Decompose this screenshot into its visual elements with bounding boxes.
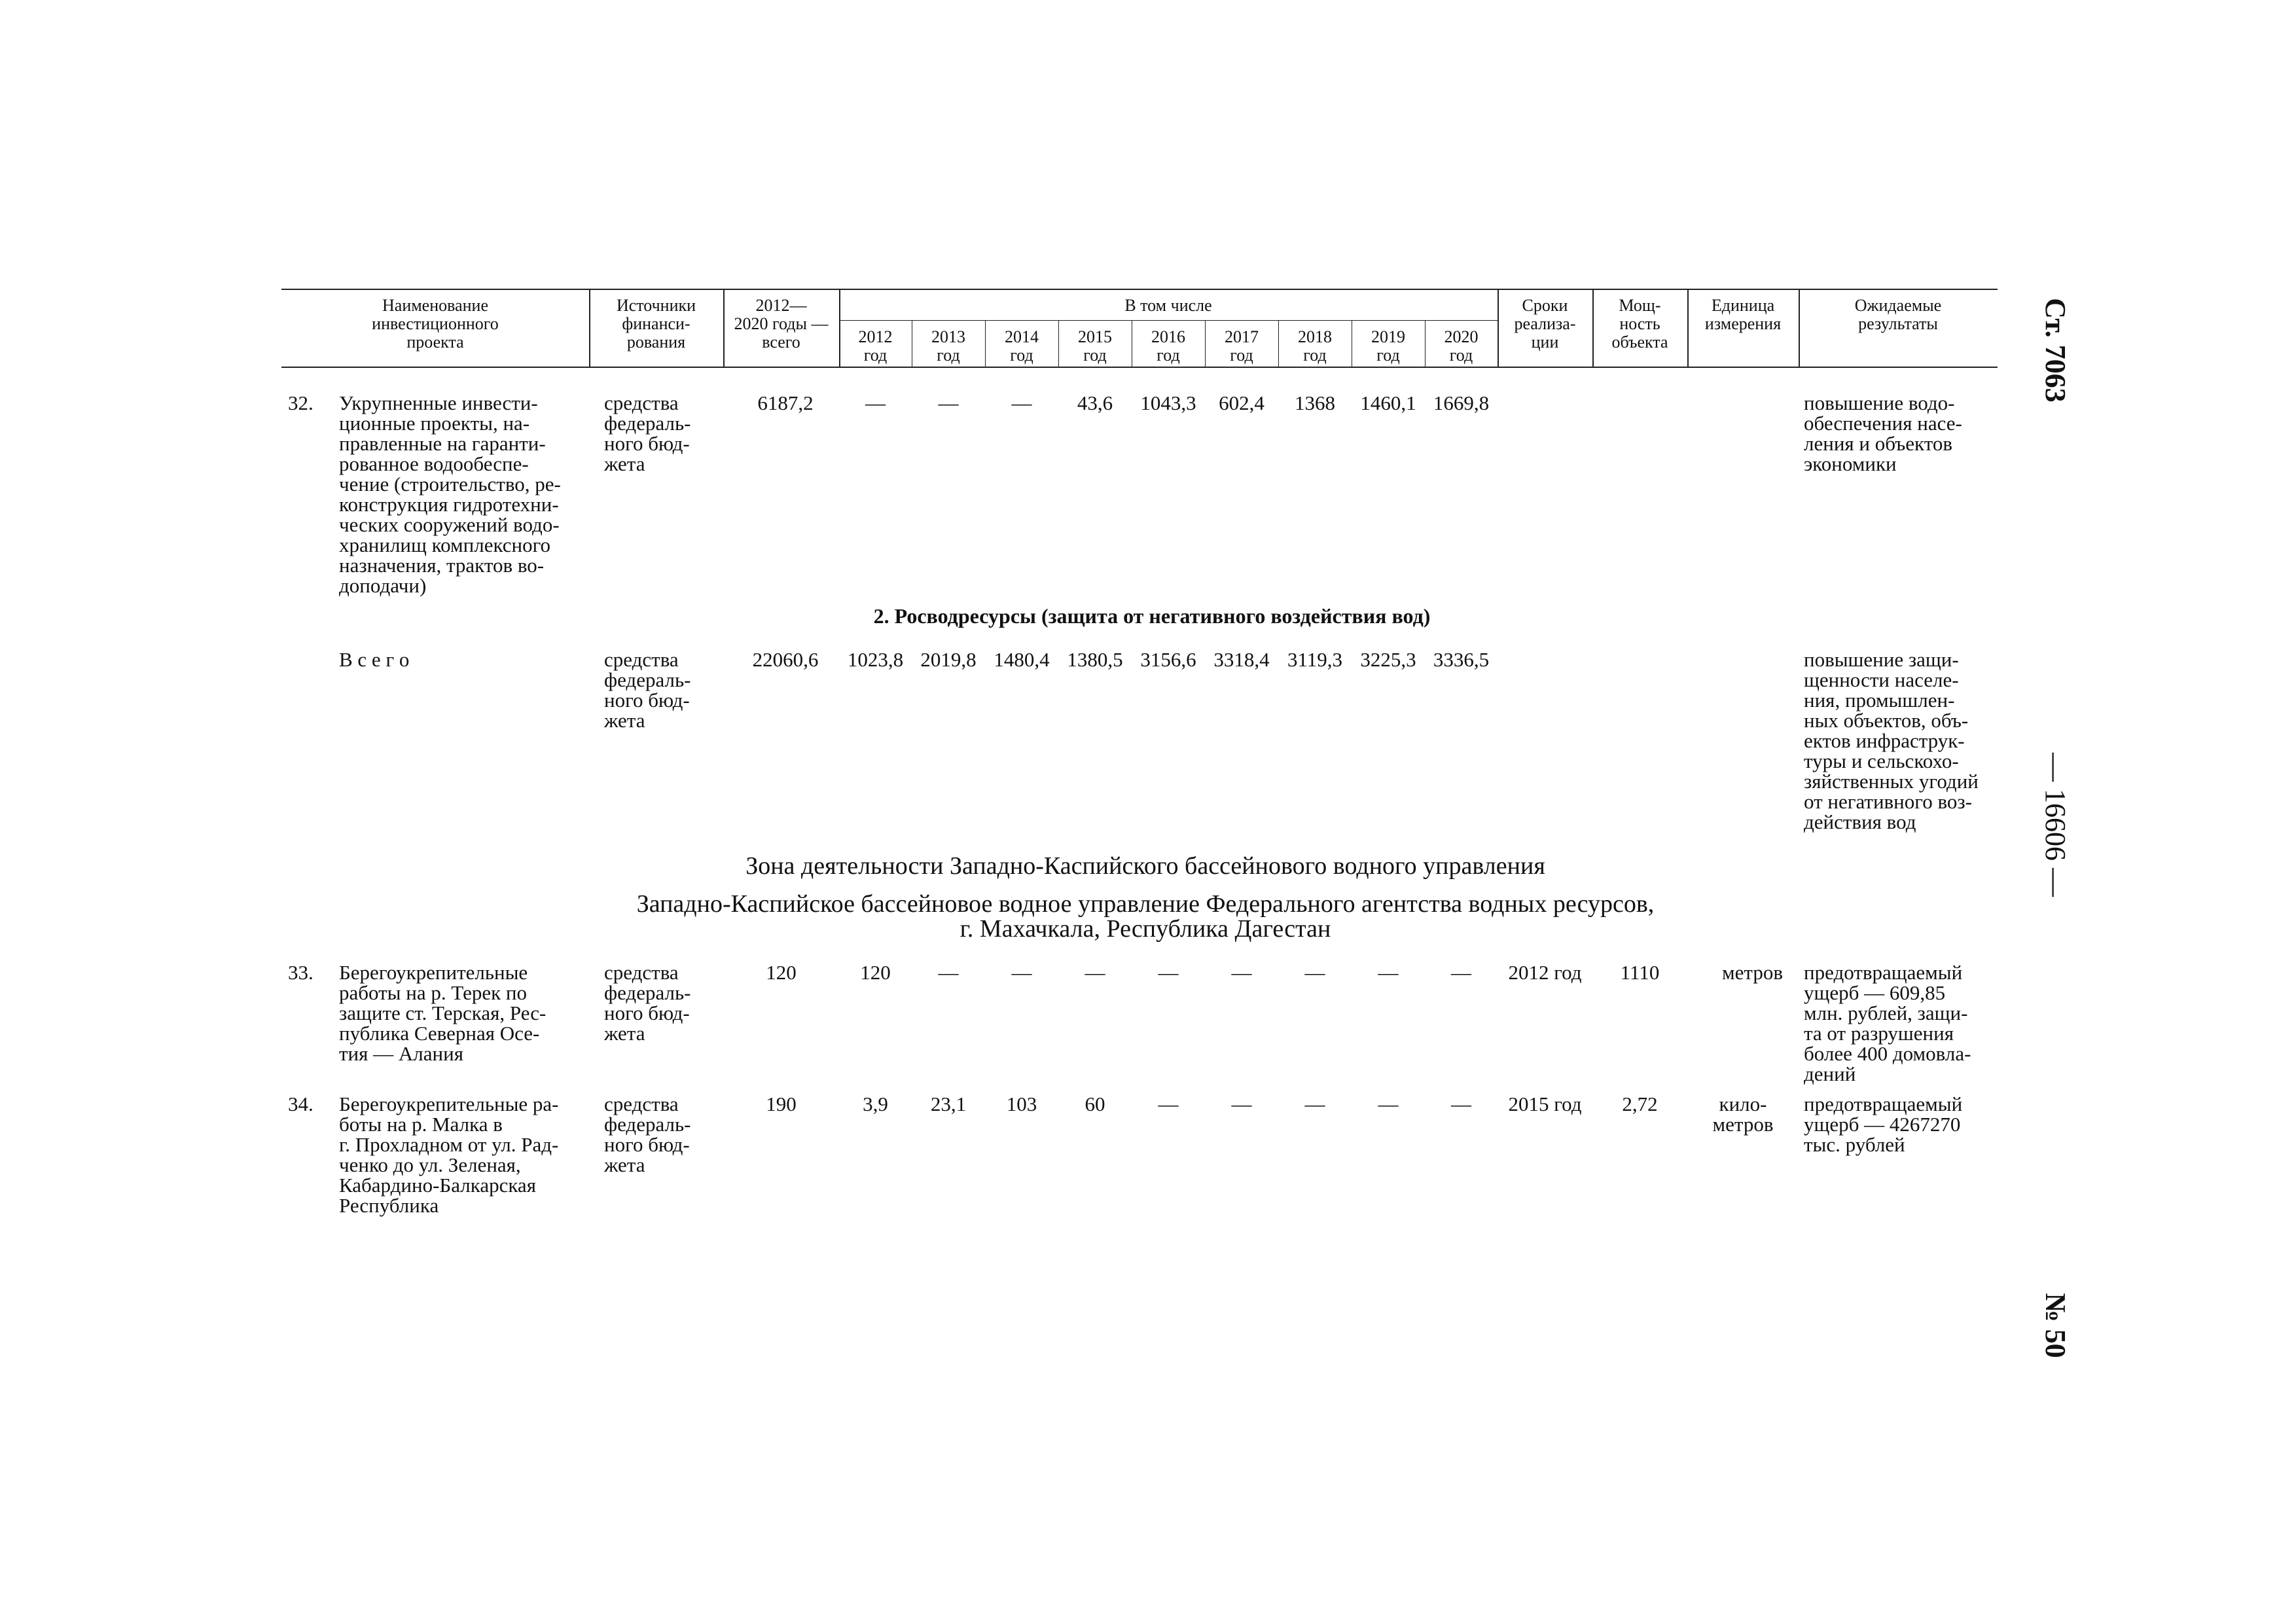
header-year-2019: 2019 год [1371,327,1405,365]
year-2015-value: 43,6 [1077,391,1113,414]
header-unit: Единица измерения [1704,296,1782,333]
year-2020-value: 1669,8 [1433,391,1490,414]
year-2016-value: — [1158,961,1179,984]
capacity-value: 1110 [1620,961,1660,984]
year-2012-value: 1023,8 [847,648,904,671]
project-name: Берегоукрепительные ра- боты на р. Малка в г. Прохладном от ул. Рад- ченко до ул. Зеленая, Кабардино-Балкарская Республика [339,1092,559,1217]
year-2015-value: — [1085,961,1105,984]
year-2012-value: 120 [860,961,891,984]
term-value: 2015 год [1508,1092,1582,1115]
year-2019-value: 1460,1 [1360,391,1416,414]
year-2014-value: 1480,4 [994,648,1050,671]
year-2014-value: — [1011,391,1032,414]
header-year-2020: 2020 год [1444,327,1479,365]
year-2019-value: — [1378,961,1399,984]
header-capacity: Мощ- ность объекта [1611,296,1668,352]
expected-results: повышение защи- щенности населе- ния, промышлен- ных объектов, объ- ектов инфраструк- туры и сельскохо- зяйственных угодий от негативного воз- действия вод [1804,648,1979,833]
expected-results: повышение водо- обеспечения насе- ления и объектов экономики [1804,391,1962,475]
year-2018-value: — [1304,961,1325,984]
project-name: Берегоукрепительные работы на р. Терек по защите ст. Терская, Рес- публика Северная Осе- тия — Алания [339,961,547,1065]
year-2019-value: 3225,3 [1360,648,1416,671]
year-2013-value: — [938,961,959,984]
year-2015-value: 1380,5 [1067,648,1123,671]
total-value: 190 [766,1092,797,1115]
year-2020-value: — [1451,1092,1471,1115]
header-top-rule [281,289,1998,290]
year-2018-value: 3119,3 [1287,648,1343,671]
year-2012-value: — [865,391,886,414]
header-year-2017: 2017 год [1225,327,1259,365]
page-number: — 16606 — [2039,753,2072,897]
header-year-2013: 2013 год [931,327,965,365]
year-2018-value: 1368 [1295,391,1335,414]
total-value: 22060,6 [752,648,819,671]
header-financing-source: Источники финанси- рования [616,296,696,352]
capacity-value: 2,72 [1622,1092,1658,1115]
financing-source: средства федераль- ного бюд- жета [604,961,691,1045]
total-value: 6187,2 [757,391,814,414]
issue-number: № 50 [2039,1293,2072,1358]
header-project-name: Наименование инвестиционного проекта [372,296,499,352]
header-year-2012: 2012 год [858,327,893,365]
financing-source: средства федераль- ного бюд- жета [604,1092,691,1176]
year-2017-value: 602,4 [1219,391,1265,414]
year-2015-value: 60 [1085,1092,1105,1115]
year-2016-value: 3156,6 [1140,648,1196,671]
header-term: Сроки реализа- ции [1514,296,1576,352]
year-2018-value: — [1304,1092,1325,1115]
year-2012-value: 3,9 [863,1092,888,1115]
year-2020-value: — [1451,961,1471,984]
article-number: Ст. 7063 [2039,298,2072,403]
expected-results: предотвращаемый ущерб — 4267270 тыс. рублей [1804,1092,1963,1156]
row-number: 33. [288,961,314,984]
financing-source: средства федераль- ного бюд- жета [604,391,691,475]
header-total: 2012— 2020 годы — всего [734,296,829,352]
section-title: 2. Росводресурсы (защита от негативного воздействия вод) [873,604,1431,628]
org-title: Западно-Каспийское бассейновое водное управление Федерального агентства водных ресурсов, г. Махачкала, Республика Дагестан [636,890,1655,943]
year-2014-value: 103 [1006,1092,1037,1115]
header-year-2014: 2014 год [1005,327,1039,365]
header-year-2015: 2015 год [1078,327,1112,365]
row-number: 32. [288,391,314,414]
row-number: 34. [288,1092,314,1115]
financing-source: средства федераль- ного бюд- жета [604,648,691,732]
header-mid-rule [839,320,1498,321]
year-2013-value: 23,1 [930,1092,967,1115]
zone-title: Зона деятельности Западно-Каспийского бассейнового водного управления [745,852,1545,880]
header-year-2016: 2016 год [1151,327,1185,365]
expected-results: предотвращаемый ущерб — 609,85 млн. рублей, защи- та от разрушения более 400 домовла- дений [1804,961,1971,1085]
unit-value: кило- метров [1712,1092,1774,1136]
total-row-label: В с е г о [339,648,410,671]
header-bottom-rule [281,367,1998,368]
year-2013-value: — [938,391,959,414]
year-2017-value: — [1231,1092,1252,1115]
year-2016-value: 1043,3 [1140,391,1196,414]
year-2013-value: 2019,8 [920,648,977,671]
header-results: Ожидаемые результаты [1854,296,1942,333]
year-2017-value: 3318,4 [1213,648,1270,671]
total-value: 120 [766,961,797,984]
header-year-2018: 2018 год [1298,327,1332,365]
year-2019-value: — [1378,1092,1399,1115]
unit-value: метров [1722,961,1783,984]
year-2016-value: — [1158,1092,1179,1115]
project-name: Укрупненные инвести- ционные проекты, на- правленные на гаранти- рованное водообеспе- чение (строительство, ре- конструкция гидротехни- ческих сооружений водо- хранилищ комплексного назначения, трактов во- доподачи) [339,391,561,597]
header-including: В том числе [1124,296,1212,315]
year-2020-value: 3336,5 [1433,648,1490,671]
year-2014-value: — [1011,961,1032,984]
term-value: 2012 год [1508,961,1582,984]
year-2017-value: — [1231,961,1252,984]
